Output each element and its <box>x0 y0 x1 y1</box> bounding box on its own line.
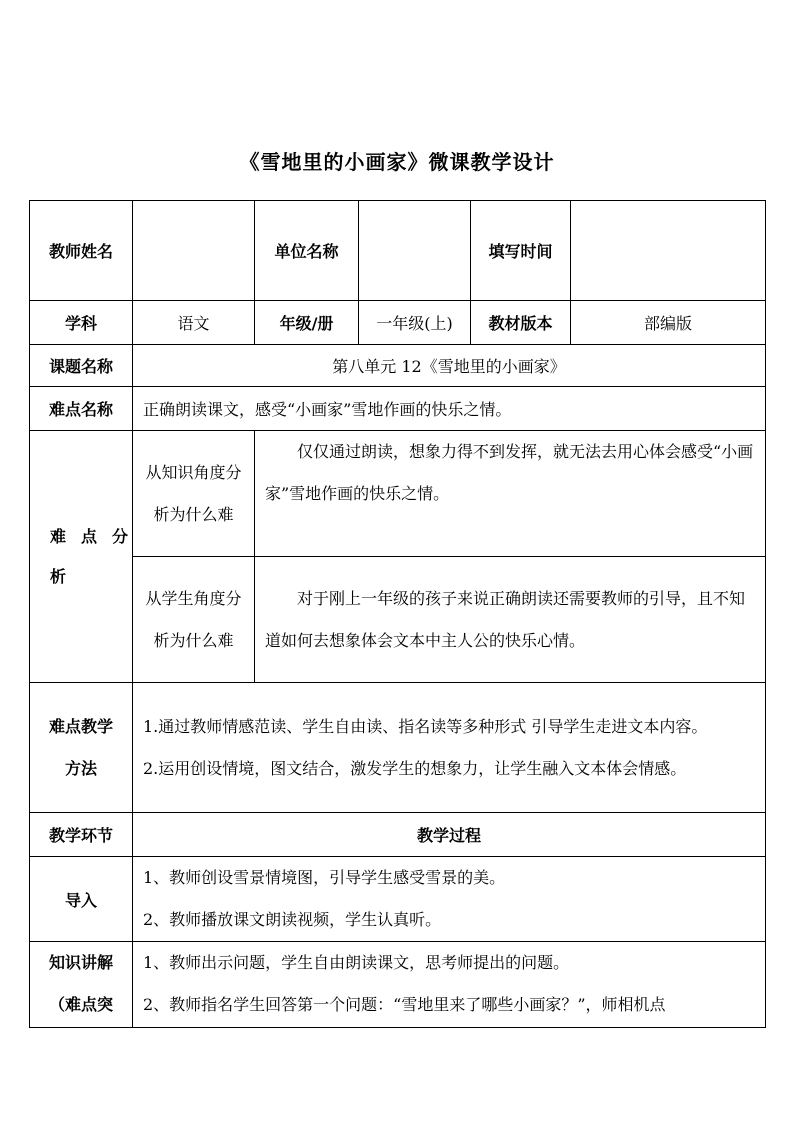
teaching-method-label: 难点教学方法 <box>30 683 133 813</box>
lesson-title-value: 第八单元 12《雪地里的小画家》 <box>133 345 766 387</box>
teacher-name-value <box>133 201 255 301</box>
intro-row <box>30 857 766 942</box>
process-header-row <box>30 813 766 857</box>
teaching-process-header: 教学过程 <box>133 813 766 857</box>
intro-item-1: 1、教师创设雪景情境图，引导学生感受雪景的美。 <box>143 868 506 887</box>
subject-label: 学科 <box>30 301 133 345</box>
analysis-row-knowledge <box>30 431 766 557</box>
document-title: 《雪地里的小画家》微课教学设计 <box>239 150 555 174</box>
unit-name-value <box>359 201 471 301</box>
knowledge-item-1: 1、教师出示问题，学生自由朗读课文，思考师提出的问题。 <box>143 953 570 972</box>
method-item-2: 2.运用创设情境，图文结合，激发学生的想象力，让学生融入文本体会情感。 <box>143 758 687 778</box>
difficulty-analysis-text: 难 点 分 析 <box>50 526 128 586</box>
method-row <box>30 683 766 813</box>
difficulty-name-value: 正确朗读课文，感受“小画家”雪地作画的快乐之情。 <box>133 387 766 431</box>
knowledge-item-2: 2、教师指名学生回答第一个问题：“雪地里来了哪些小画家？”，师相机点 <box>143 995 666 1014</box>
grade-value: 一年级(上) <box>359 301 471 345</box>
lesson-row <box>30 345 766 387</box>
edition-value: 部编版 <box>571 301 766 345</box>
subject-value: 语文 <box>133 301 255 345</box>
student-angle-text: 对于刚上一年级的孩子来说正确朗读还需要教师的引导，且不知道如何去想象体会文本中主人公的快乐心情。 <box>255 557 766 683</box>
grade-label: 年级/册 <box>255 301 359 345</box>
knowledge-stage-text: 知识讲解（难点突 <box>48 953 113 1014</box>
edition-label: 教材版本 <box>471 301 571 345</box>
teacher-name-label: 教师姓名 <box>30 201 133 301</box>
intro-stage-label: 导入 <box>30 857 133 942</box>
analysis-row-student <box>30 557 766 683</box>
info-row <box>30 201 766 301</box>
knowledge-stage-label <box>30 942 133 1028</box>
lesson-title-label: 课题名称 <box>30 345 133 387</box>
intro-content <box>133 857 766 942</box>
method-item-1: 1.通过教师情感范读、学生自由读、指名读等多种形式 引导学生走进文本内容。 <box>143 716 708 736</box>
unit-name-label: 单位名称 <box>255 201 359 301</box>
knowledge-angle-label: 从知识角度分析为什么难 <box>133 431 255 557</box>
knowledge-angle-text: 仅仅通过朗读，想象力得不到发挥，就无法去用心体会感受“小画家”雪地作画的快乐之情。 <box>255 431 766 557</box>
knowledge-row <box>30 942 766 1028</box>
fill-date-label: 填写时间 <box>471 201 571 301</box>
meta-row <box>30 301 766 345</box>
difficulty-row <box>30 387 766 431</box>
knowledge-content <box>133 942 766 1028</box>
difficulty-name-label: 难点名称 <box>30 387 133 431</box>
fill-date-value <box>571 201 766 301</box>
teaching-stage-header: 教学环节 <box>30 813 133 857</box>
teaching-method-content <box>133 683 766 813</box>
student-angle-label: 从学生角度分析为什么难 <box>133 557 255 683</box>
lesson-plan-table <box>29 200 766 1028</box>
difficulty-analysis-label <box>30 431 133 683</box>
intro-item-2: 2、教师播放课文朗读视频，学生认真听。 <box>143 910 442 929</box>
